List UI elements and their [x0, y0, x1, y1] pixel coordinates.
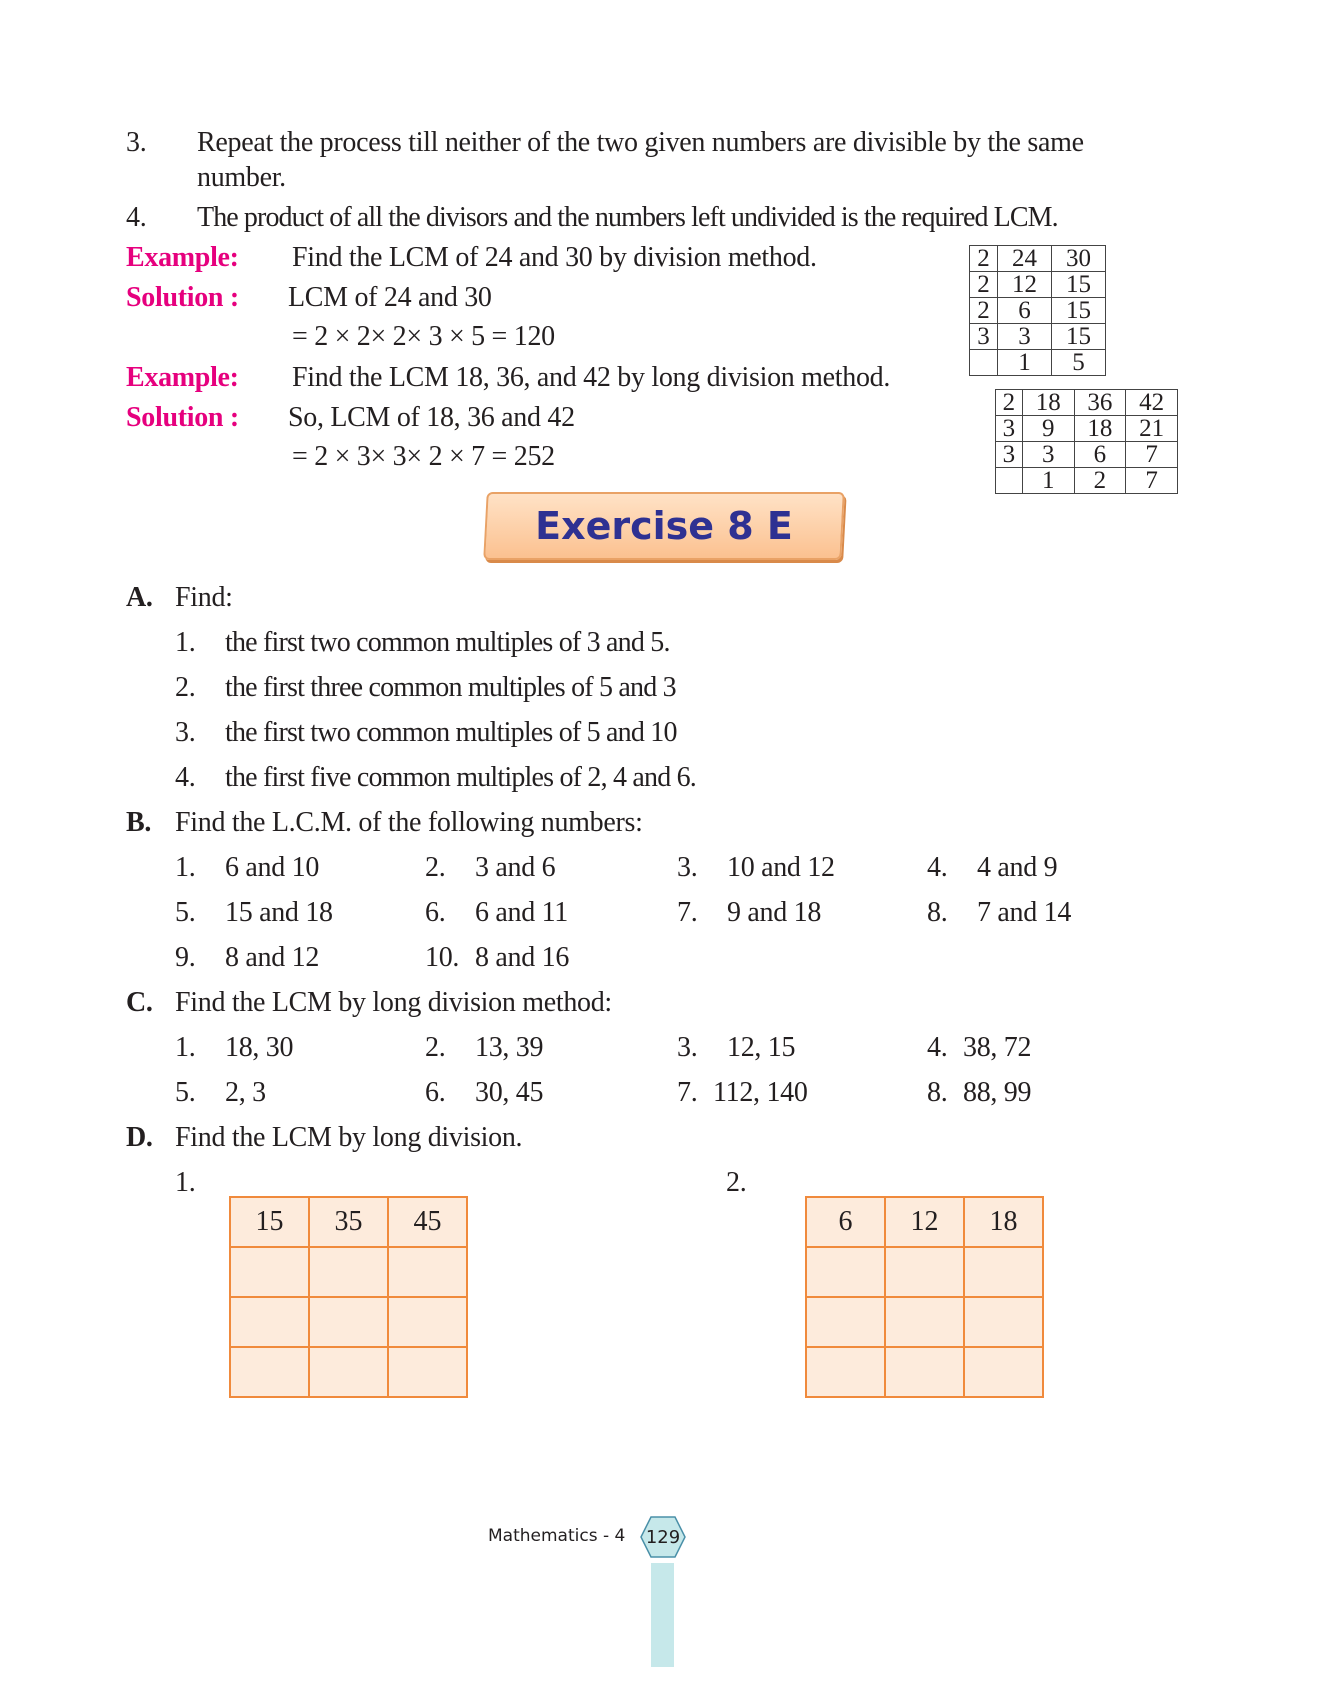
item-number: 2. — [175, 672, 196, 703]
table-row — [996, 468, 1178, 494]
table-cell: 2 — [996, 390, 1023, 416]
table-cell: 1 — [1022, 468, 1074, 494]
step-text: The product of all the divisors and the numbers left undivided is the required LCM. — [197, 202, 1058, 233]
solution-calc: = 2 × 3× 3× 2 × 7 = 252 — [292, 441, 555, 472]
step-text-cont: number. — [197, 162, 286, 193]
solution-label: Solution : — [126, 282, 239, 313]
grid-row — [230, 1297, 467, 1347]
step-text: Repeat the process till neither of the two given numbers are divisible by the same — [197, 127, 1084, 158]
section-label: B. — [126, 807, 152, 838]
grid-header-cell: 6 — [806, 1197, 885, 1247]
example-label: Example: — [126, 242, 239, 273]
grid-row — [230, 1347, 467, 1397]
footer-book-title: Mathematics - 4 — [488, 1526, 626, 1546]
item-text: 8 and 12 — [225, 942, 320, 973]
item-text: the first five common multiples of 2, 4 and 6. — [225, 762, 697, 793]
table-cell: 7 — [1126, 442, 1178, 468]
table-cell: 5 — [1052, 350, 1106, 376]
table-cell: 15 — [1052, 272, 1106, 298]
grid-empty-cell — [806, 1247, 885, 1297]
table-row — [996, 390, 1178, 416]
grid-row — [230, 1247, 467, 1297]
grid-empty-cell — [388, 1297, 467, 1347]
lcm-grid — [229, 1196, 468, 1398]
table-cell: 24 — [998, 246, 1052, 272]
item-number: 4. — [175, 762, 196, 793]
grid-empty-cell — [309, 1297, 388, 1347]
grid-header-cell: 18 — [964, 1197, 1043, 1247]
item-number: 2. — [425, 1032, 446, 1063]
grid-empty-cell — [388, 1347, 467, 1397]
grid-row — [806, 1297, 1043, 1347]
lcm-grid — [805, 1196, 1044, 1398]
item-number: 4. — [927, 1032, 948, 1063]
exercise-banner — [483, 492, 845, 560]
example-text: Find the LCM 18, 36, and 42 by long division method. — [292, 362, 891, 393]
item-number: 2. — [726, 1167, 747, 1198]
section-label: A. — [126, 582, 153, 613]
item-number: 1. — [175, 852, 196, 883]
solution-calc: = 2 × 2× 2× 3 × 5 = 120 — [292, 321, 555, 352]
table-cell: 2 — [970, 246, 998, 272]
item-text: 9 and 18 — [727, 897, 822, 928]
item-text: 7 and 14 — [977, 897, 1072, 928]
table-cell: 1 — [998, 350, 1052, 376]
grid-empty-cell — [309, 1247, 388, 1297]
item-text: 38, 72 — [963, 1032, 1032, 1063]
item-text: 13, 39 — [475, 1032, 544, 1063]
grid-empty-cell — [230, 1247, 309, 1297]
section-label: D. — [126, 1122, 153, 1153]
table-cell: 3 — [970, 324, 998, 350]
item-number: 6. — [425, 897, 446, 928]
item-text: 15 and 18 — [225, 897, 333, 928]
grid-empty-cell — [964, 1297, 1043, 1347]
section-title: Find the LCM by long division. — [175, 1122, 523, 1153]
section-title: Find: — [175, 582, 233, 613]
item-number: 2. — [425, 852, 446, 883]
grid-header-cell: 12 — [885, 1197, 964, 1247]
item-text: 4 and 9 — [977, 852, 1058, 883]
division-table-24-30 — [969, 245, 1106, 376]
table-cell: 42 — [1126, 390, 1178, 416]
table-row — [970, 350, 1106, 376]
section-label: C. — [126, 987, 153, 1018]
table-cell: 3 — [998, 324, 1052, 350]
table-cell: 15 — [1052, 324, 1106, 350]
item-number: 7. — [677, 1077, 698, 1108]
solution-text: So, LCM of 18, 36 and 42 — [288, 402, 575, 433]
item-number: 1. — [175, 1167, 196, 1198]
table-cell: 21 — [1126, 416, 1178, 442]
grid-empty-cell — [885, 1347, 964, 1397]
item-text: 18, 30 — [225, 1032, 294, 1063]
page-number: 129 — [645, 1527, 681, 1548]
table-row — [970, 246, 1106, 272]
grid-header-cell: 35 — [309, 1197, 388, 1247]
table-cell — [996, 468, 1023, 494]
grid-empty-cell — [964, 1247, 1043, 1297]
table-cell: 15 — [1052, 298, 1106, 324]
table-row — [970, 272, 1106, 298]
grid-empty-cell — [806, 1347, 885, 1397]
item-text: 112, 140 — [713, 1077, 808, 1108]
item-number: 8. — [927, 1077, 948, 1108]
item-text: 10 and 12 — [727, 852, 835, 883]
grid-header-cell: 15 — [230, 1197, 309, 1247]
example-text: Find the LCM of 24 and 30 by division method. — [292, 242, 817, 273]
table-cell: 18 — [1022, 390, 1074, 416]
division-table-18-36-42 — [995, 389, 1178, 494]
table-row — [996, 416, 1178, 442]
exercise-title: Exercise 8 E — [535, 504, 793, 548]
grid-empty-cell — [806, 1297, 885, 1347]
table-cell: 12 — [998, 272, 1052, 298]
table-cell: 7 — [1126, 468, 1178, 494]
footer-decor-bar — [651, 1563, 674, 1667]
item-number: 5. — [175, 897, 196, 928]
table-cell: 6 — [1074, 442, 1126, 468]
table-cell: 6 — [998, 298, 1052, 324]
table-row — [970, 324, 1106, 350]
item-number: 9. — [175, 942, 196, 973]
table-cell: 3 — [1022, 442, 1074, 468]
grid-row — [806, 1247, 1043, 1297]
table-cell: 3 — [996, 442, 1023, 468]
table-cell: 9 — [1022, 416, 1074, 442]
item-number: 10. — [425, 942, 460, 973]
table-cell: 30 — [1052, 246, 1106, 272]
section-title: Find the L.C.M. of the following numbers: — [175, 807, 643, 838]
grid-empty-cell — [388, 1247, 467, 1297]
table-row — [970, 298, 1106, 324]
grid-empty-cell — [309, 1347, 388, 1397]
item-number: 3. — [677, 852, 698, 883]
item-number: 1. — [175, 1032, 196, 1063]
item-text: 12, 15 — [727, 1032, 796, 1063]
item-text: 88, 99 — [963, 1077, 1032, 1108]
solution-text: LCM of 24 and 30 — [288, 282, 492, 313]
table-row — [996, 442, 1178, 468]
item-number: 8. — [927, 897, 948, 928]
table-cell: 3 — [996, 416, 1023, 442]
grid-row — [230, 1197, 467, 1247]
step-number: 4. — [126, 202, 147, 233]
item-number: 4. — [927, 852, 948, 883]
solution-label: Solution : — [126, 402, 239, 433]
item-number: 6. — [425, 1077, 446, 1108]
item-text: the first two common multiples of 5 and 10 — [225, 717, 677, 748]
table-cell — [970, 350, 998, 376]
item-text: 30, 45 — [475, 1077, 544, 1108]
table-cell: 36 — [1074, 390, 1126, 416]
item-text: 2, 3 — [225, 1077, 266, 1108]
section-title: Find the LCM by long division method: — [175, 987, 612, 1018]
grid-row — [806, 1347, 1043, 1397]
table-cell: 18 — [1074, 416, 1126, 442]
grid-header-cell: 45 — [388, 1197, 467, 1247]
table-cell: 2 — [970, 272, 998, 298]
example-label: Example: — [126, 362, 239, 393]
grid-empty-cell — [885, 1297, 964, 1347]
grid-empty-cell — [964, 1347, 1043, 1397]
table-cell: 2 — [970, 298, 998, 324]
item-number: 3. — [175, 717, 196, 748]
grid-empty-cell — [230, 1297, 309, 1347]
item-text: 8 and 16 — [475, 942, 570, 973]
item-text: the first three common multiples of 5 and 3 — [225, 672, 676, 703]
item-number: 1. — [175, 627, 196, 658]
item-number: 3. — [677, 1032, 698, 1063]
grid-empty-cell — [885, 1247, 964, 1297]
grid-empty-cell — [230, 1347, 309, 1397]
item-text: 3 and 6 — [475, 852, 556, 883]
grid-row — [806, 1197, 1043, 1247]
item-text: 6 and 10 — [225, 852, 320, 883]
item-number: 5. — [175, 1077, 196, 1108]
item-text: 6 and 11 — [475, 897, 568, 928]
step-number: 3. — [126, 127, 147, 158]
table-cell: 2 — [1074, 468, 1126, 494]
item-text: the first two common multiples of 3 and 5. — [225, 627, 670, 658]
item-number: 7. — [677, 897, 698, 928]
